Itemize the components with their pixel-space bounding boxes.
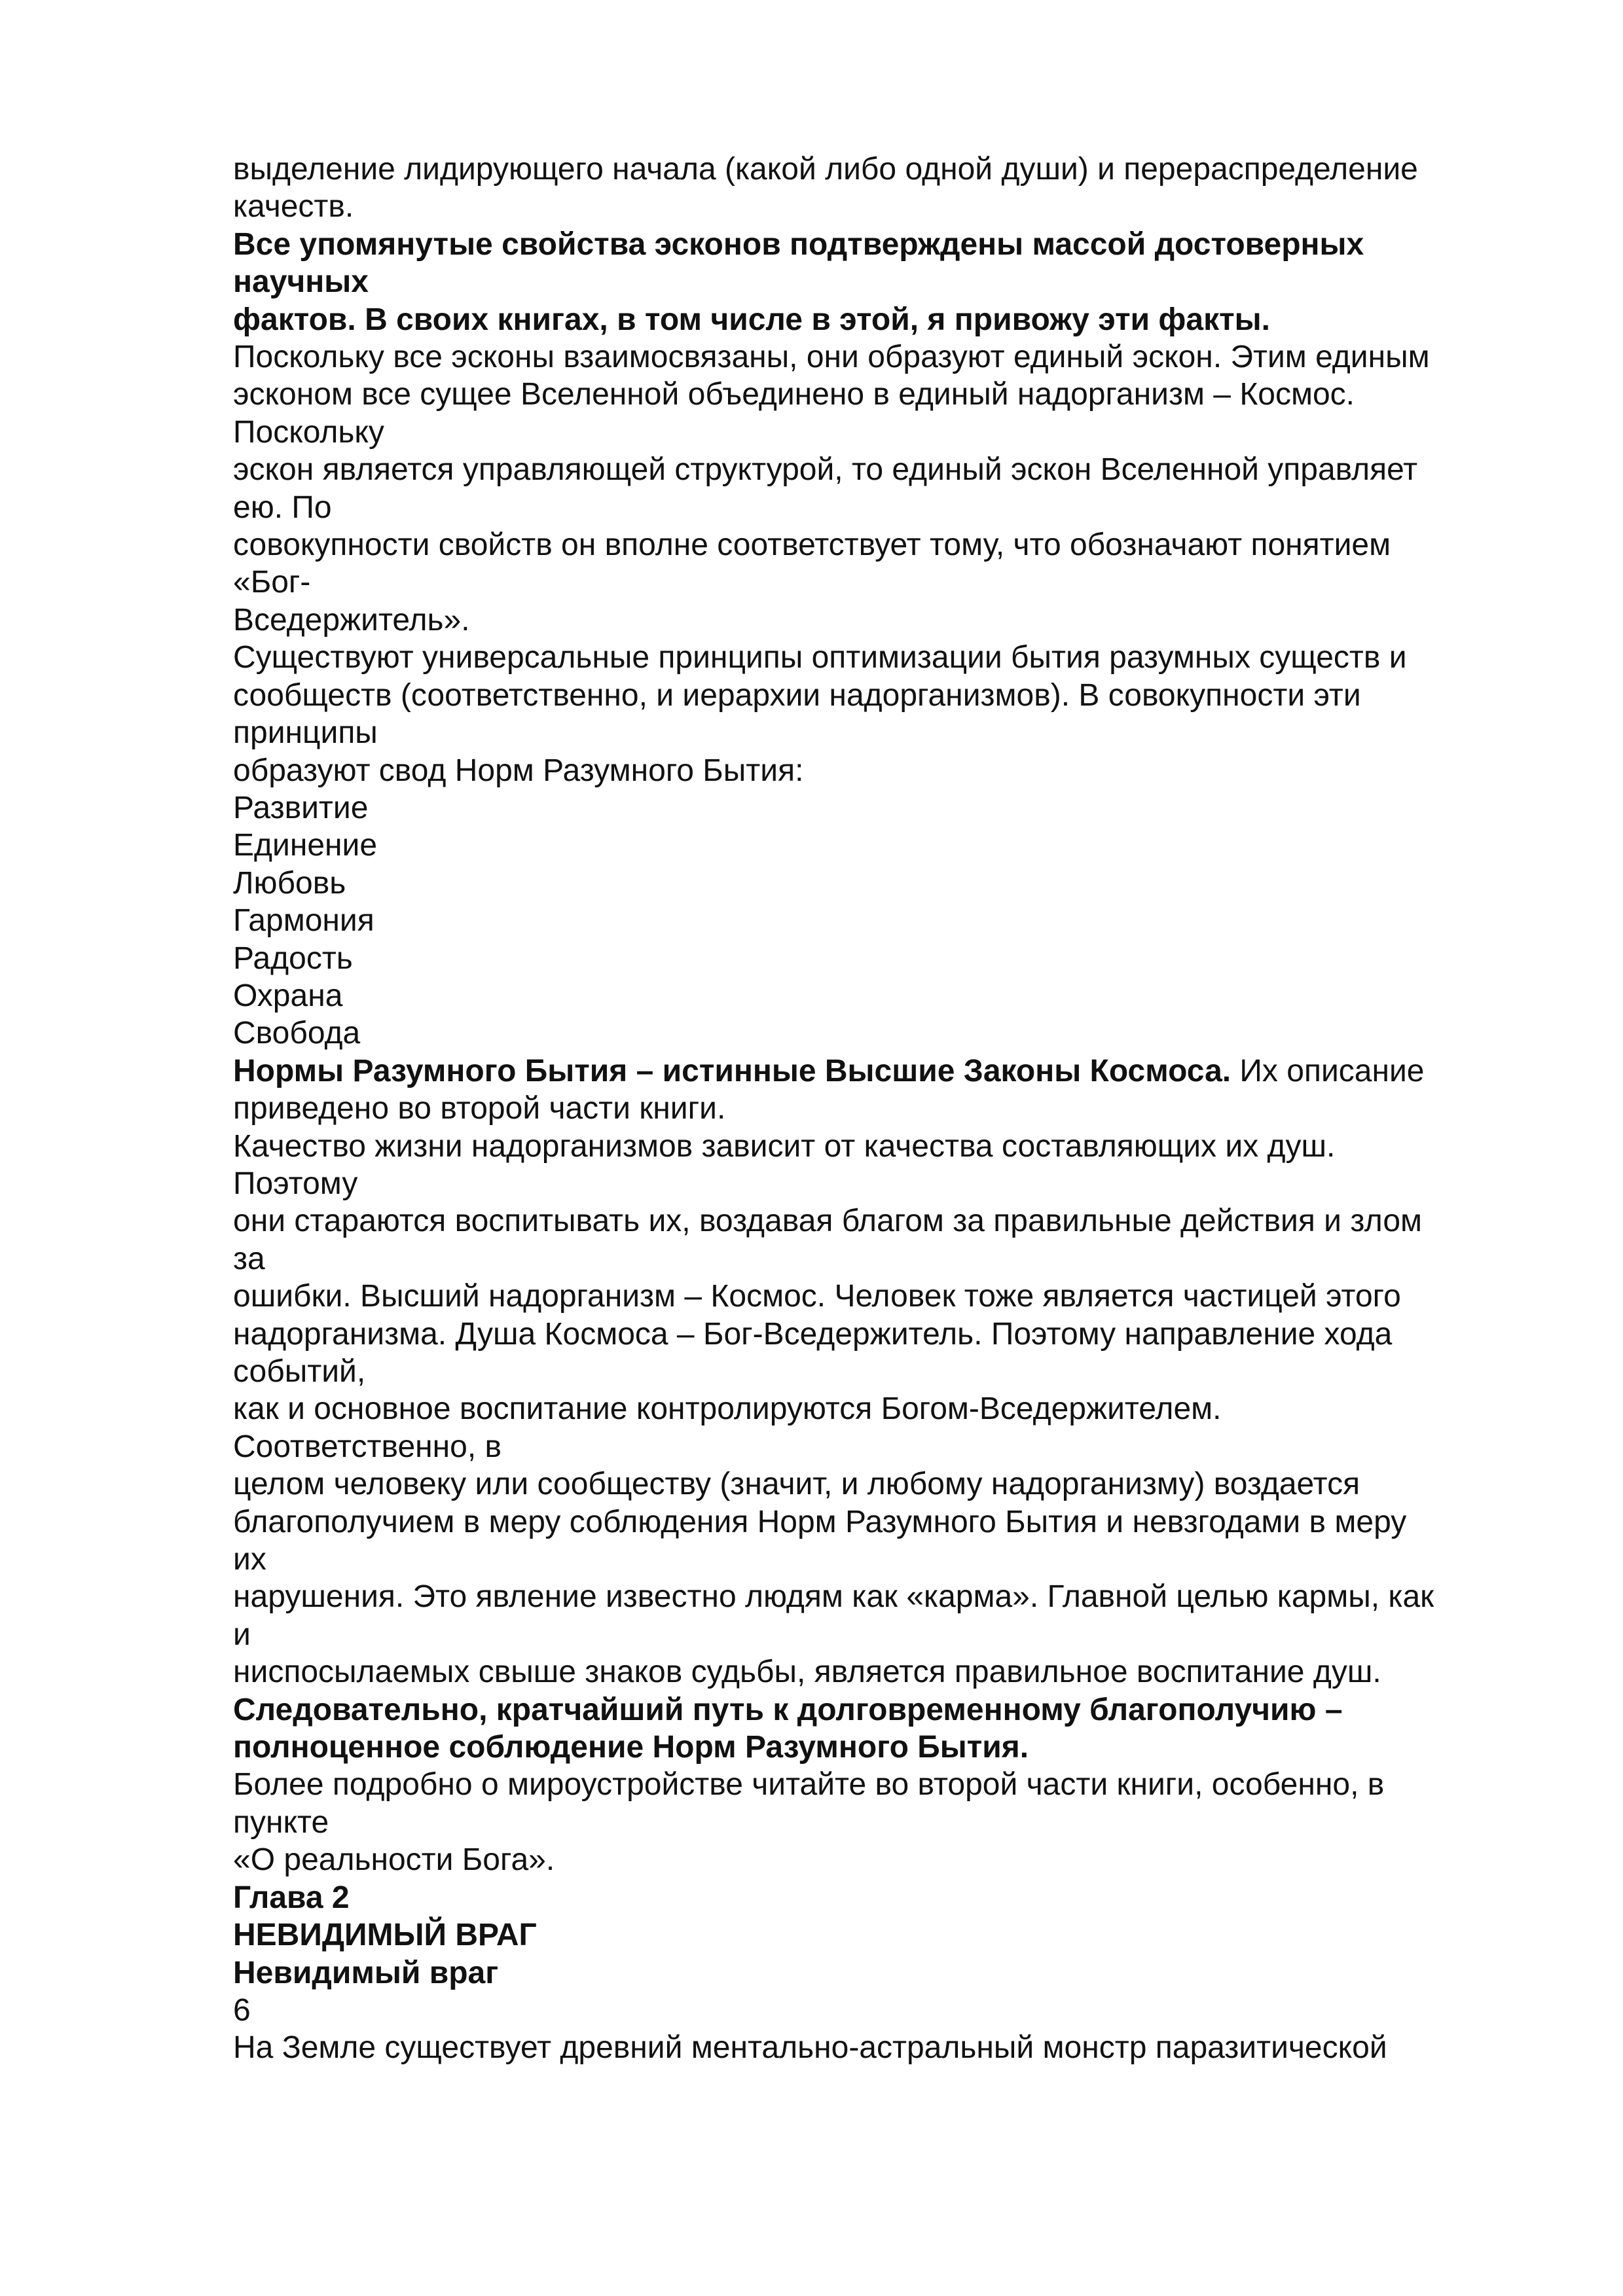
line-text: качеств. [233, 189, 354, 224]
line-text: Поскольку все эсконы взаимосвязаны, они образуют единый эскон. Этим единым [233, 340, 1430, 375]
text-line [233, 1316, 1542, 1353]
text-line [233, 940, 1542, 977]
text-line [233, 1014, 1542, 1052]
line-text: сообществ (соответственно, и иерархии надорганизмов). В совокупности эти [233, 677, 1361, 713]
line-text: они стараются воспитывать их, воздавая благом за правильные действия и злом [233, 1204, 1423, 1239]
text-line [233, 1992, 1542, 2029]
text-line [233, 1841, 1542, 1878]
line-text: как и основное воспитание контролируются Богом-Вседержителем. [233, 1391, 1222, 1427]
bold-text: Глава 2 [233, 1880, 350, 1915]
line-text: Радость [233, 941, 353, 976]
text-line [233, 526, 1542, 564]
line-text: Охрана [233, 978, 343, 1013]
text-line [233, 1804, 1542, 1841]
line-text: Свобода [233, 1016, 361, 1051]
line-text: «О реальности Бога». [233, 1842, 555, 1878]
line-text: принципы [233, 715, 378, 751]
bold-text: Невидимый враг [233, 1955, 499, 1990]
line-text: «Бог- [233, 565, 311, 600]
text-line [233, 677, 1542, 714]
line-text: Единение [233, 828, 378, 863]
line-text: совокупности свойств он вполне соответствует тому, что обозначают понятием [233, 528, 1391, 563]
bold-text: фактов. В своих книгах, в том числе в этой, я привожу эти факты. [233, 302, 1270, 337]
text-line [233, 151, 1542, 188]
text-line [233, 1090, 1542, 1127]
text-line [233, 639, 1542, 676]
text-line [233, 188, 1542, 225]
bold-text: НЕВИДИМЫЙ ВРАГ [233, 1918, 537, 1953]
line-text: эскон является управляющей структурой, то единый эскон Вселенной управляет [233, 452, 1418, 488]
text-line [233, 2029, 1542, 2066]
text-line [233, 1128, 1542, 1165]
text-line [233, 1616, 1542, 1653]
text-line [233, 827, 1542, 864]
text-line [233, 1465, 1542, 1503]
text-line [233, 601, 1542, 639]
text-line [233, 451, 1542, 488]
text-line [233, 301, 1542, 338]
line-text: ошибки. Высший надорганизм – Космос. Человек тоже является частицей этого [233, 1279, 1401, 1314]
line-text: Существуют универсальные принципы оптимизации бытия разумных существ и [233, 640, 1407, 675]
text-line [233, 376, 1542, 413]
text-line [233, 489, 1542, 526]
document-text [233, 151, 1542, 2067]
text-line [233, 714, 1542, 751]
text-line [233, 263, 1542, 300]
line-text: ниспосылаемых свыше знаков судьбы, является правильное воспитание душ. [233, 1655, 1381, 1690]
line-text: Развитие [233, 790, 369, 825]
line-text: Гармония [233, 903, 374, 939]
text-line [233, 1428, 1542, 1465]
bold-text: Все упомянутые свойства эсконов подтверждены массой достоверных [233, 226, 1364, 262]
text-line [233, 414, 1542, 451]
line-text: 6 [233, 1992, 251, 2028]
line-text: ею. По [233, 490, 332, 525]
text-line [233, 1353, 1542, 1390]
line-text: приведено во второй части книги. [233, 1091, 726, 1126]
text-line [233, 1766, 1542, 1803]
line-text: Поэтому [233, 1166, 358, 1201]
line-text: целом человеку или сообществу (значит, и любому надорганизму) воздается [233, 1467, 1360, 1502]
text-line [233, 1165, 1542, 1202]
text-line [233, 1691, 1542, 1729]
line-text: и [233, 1617, 251, 1652]
text-line [233, 1390, 1542, 1427]
line-text: Более подробно о мироустройстве читайте во второй части книги, особенно, в [233, 1767, 1385, 1803]
line-text: Вседержитель». [233, 602, 470, 637]
text-line [233, 1541, 1542, 1578]
line-text: выделение лидирующего начала (какой либо одной души) и перераспределение [233, 152, 1418, 187]
text-line [233, 1954, 1542, 1992]
text-line [233, 789, 1542, 827]
text-line [233, 1240, 1542, 1278]
line-text: нарушения. Это явление известно людям как «карма». Главной целью кармы, как [233, 1579, 1434, 1615]
text-line [233, 564, 1542, 601]
bold-text: научных [233, 264, 369, 300]
line-text: событий, [233, 1354, 366, 1389]
text-line [233, 1278, 1542, 1315]
text-line [233, 1916, 1542, 1954]
line-text: пункте [233, 1804, 329, 1840]
text-line [233, 338, 1542, 376]
text-line [233, 977, 1542, 1014]
line-text-continuation: Их описание [1231, 1053, 1425, 1088]
line-text: Любовь [233, 865, 346, 901]
line-text: их [233, 1542, 266, 1577]
text-line [233, 902, 1542, 939]
text-line [233, 752, 1542, 789]
line-text: эсконом все сущее Вселенной объединено в единый надорганизм – Космос. [233, 377, 1355, 412]
text-line [233, 1653, 1542, 1691]
text-line [233, 1503, 1542, 1541]
text-line [233, 1578, 1542, 1615]
text-line [233, 1729, 1542, 1766]
text-line [233, 226, 1542, 263]
line-text: На Земле существует древний ментально-астральный монстр паразитической [233, 2030, 1387, 2066]
line-text: благополучием в меру соблюдения Норм Разумного Бытия и невзгодами в меру [233, 1504, 1407, 1539]
bold-text: полноценное соблюдение Норм Разумного Бытия. [233, 1730, 1029, 1765]
text-line [233, 1052, 1542, 1090]
text-line [233, 865, 1542, 902]
line-text: надорганизма. Душа Космоса – Бог-Вседержитель. Поэтому направление хода [233, 1316, 1393, 1352]
line-text: образуют свод Норм Разумного Бытия: [233, 753, 804, 788]
line-text: Качество жизни надорганизмов зависит от качества составляющих их душ. [233, 1128, 1336, 1164]
text-line [233, 1879, 1542, 1916]
line-text: Соответственно, в [233, 1429, 502, 1464]
bold-text: Нормы Разумного Бытия – истинные Высшие Законы Космоса. [233, 1053, 1231, 1088]
bold-text: Следовательно, кратчайший путь к долговременному благополучию – [233, 1692, 1343, 1727]
line-text: Поскольку [233, 414, 384, 450]
line-text: за [233, 1241, 265, 1276]
text-line [233, 1202, 1542, 1240]
